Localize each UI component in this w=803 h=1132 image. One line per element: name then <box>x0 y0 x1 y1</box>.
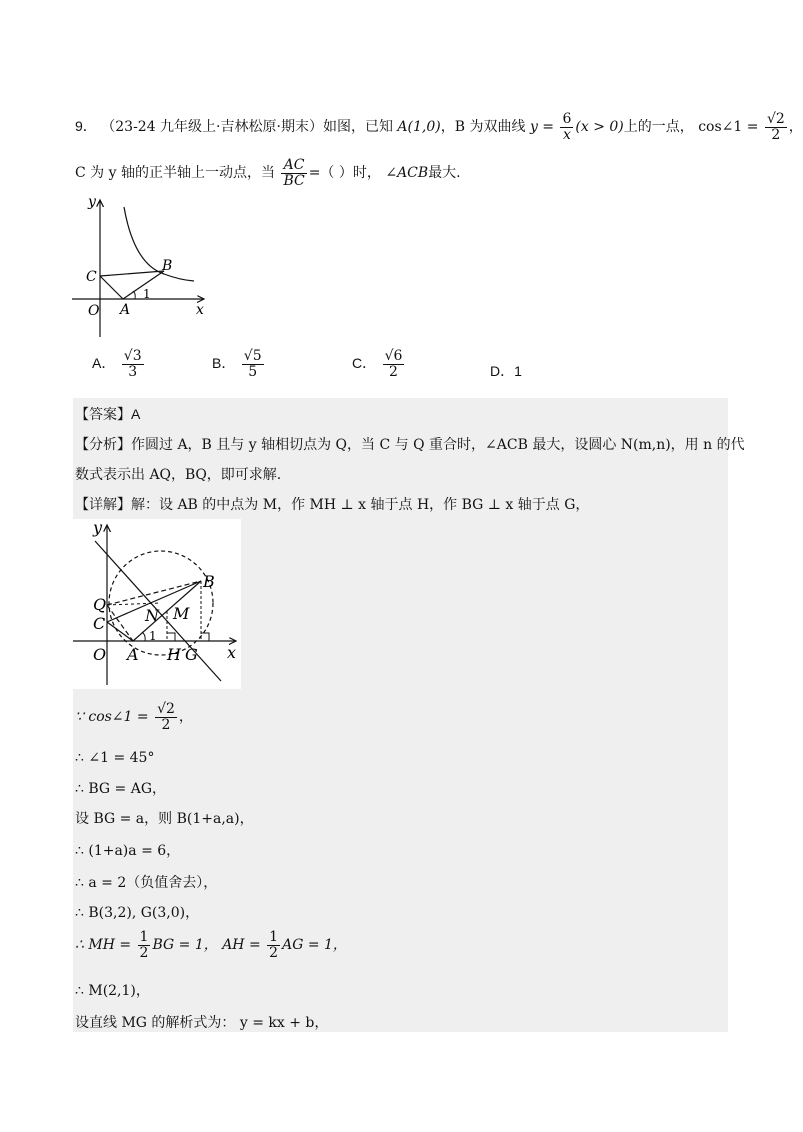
segment-ca <box>100 276 123 299</box>
step-fraction <box>267 930 280 960</box>
label-n: N <box>145 606 159 625</box>
analysis-tag: 【分析】 <box>75 437 131 453</box>
question-source: （23-24 九年级上·吉林松原·期末） <box>101 119 323 136</box>
answer-tag: 【答案】 <box>75 407 131 423</box>
label-q: Q <box>93 595 107 614</box>
question-text: ，B 为双曲线 <box>440 119 526 136</box>
label-a: A <box>120 302 131 318</box>
frac-den: 2 <box>771 126 781 143</box>
step-9: ∴ M(2,1)， <box>75 983 150 999</box>
curve-fraction <box>560 112 573 142</box>
question-text: 如图，已知 <box>322 119 393 136</box>
curve-domain: (x > 0) <box>575 119 624 136</box>
question-text: ， <box>788 119 803 136</box>
option-letter: A． <box>92 355 116 372</box>
step-text: AG = 1， <box>282 937 347 954</box>
option-d[interactable] <box>490 361 522 381</box>
detail-text: 解：设 AB 的中点为 M，作 MH ⊥ x 轴于点 H，作 BG ⊥ x 轴于点 G， <box>131 497 590 513</box>
label-x: x <box>196 302 204 318</box>
segment-cb <box>100 271 164 276</box>
frac-num: 1 <box>269 929 279 945</box>
option-fraction <box>122 349 144 379</box>
frac-den: 3 <box>128 363 138 380</box>
label-o: O <box>93 645 107 664</box>
option-letter: D． <box>490 363 515 379</box>
frac-num: √2 <box>157 701 175 717</box>
label-b: B <box>162 258 173 274</box>
frac-num: 6 <box>562 111 572 127</box>
option-c[interactable] <box>352 349 406 379</box>
option-fraction <box>242 349 264 379</box>
frac-den: 2 <box>139 944 149 961</box>
figure-1 <box>72 192 222 342</box>
label-m: M <box>173 604 190 623</box>
option-fraction <box>383 349 405 379</box>
step-fraction <box>138 930 151 960</box>
point-a-coord: A(1,0) <box>397 119 441 136</box>
detail-line-1 <box>75 494 589 514</box>
question-text: =（ ）时， <box>308 165 381 182</box>
hyperbola-curve <box>124 207 194 281</box>
step-text: ∵ cos∠1 = <box>75 709 149 726</box>
frac-num: √3 <box>123 348 142 364</box>
answer-line <box>75 404 140 424</box>
right-angle-g <box>201 633 209 641</box>
question-text: 上的一点， <box>623 119 694 136</box>
frac-num: √2 <box>766 111 785 127</box>
option-b[interactable] <box>212 349 266 379</box>
label-angle-1: 1 <box>149 629 157 643</box>
label-y: y <box>88 194 96 210</box>
figure-2 <box>73 519 241 689</box>
label-h: H <box>167 645 181 664</box>
label-angle-1: 1 <box>143 287 151 301</box>
step-text: BG = 1， AH = <box>152 937 261 954</box>
step-8 <box>75 930 347 960</box>
question-line-2 <box>75 158 461 188</box>
option-value: 1 <box>514 363 522 379</box>
frac-num: AC <box>281 158 306 174</box>
detail-tag: 【详解】 <box>75 497 131 513</box>
step-text: ， <box>178 709 193 726</box>
option-letter: B． <box>212 355 236 372</box>
analysis-line-2 <box>75 464 281 484</box>
step-4: 设 BG = a，则 B(1+a,a)， <box>75 811 254 827</box>
segment-ca <box>107 622 133 641</box>
step-7: ∴ B(3,2), G(3,0)， <box>75 905 200 921</box>
step-3: ∴ BG = AG， <box>75 781 167 797</box>
label-x: x <box>227 643 237 662</box>
step-6: ∴ a = 2（负值舍去）， <box>75 875 218 891</box>
cos-fraction <box>765 112 787 142</box>
frac-den: x <box>562 126 571 143</box>
cos-lhs: cos∠1 = <box>698 119 759 136</box>
question-text: C 为 y 轴的正半轴上一动点，当 <box>75 165 275 182</box>
frac-den: 2 <box>161 716 171 733</box>
label-y: y <box>93 518 103 537</box>
step-fraction <box>155 702 177 732</box>
question-text: 最大. <box>428 165 461 182</box>
label-c: C <box>86 269 97 285</box>
frac-den: 5 <box>248 363 258 380</box>
label-a: A <box>127 645 139 664</box>
ratio-fraction <box>281 158 306 188</box>
curve-lhs: y = <box>529 119 555 136</box>
step-text: ∴ MH = <box>75 937 132 954</box>
angle-acb: ∠ACB <box>385 165 429 182</box>
step-5: ∴ (1+a)a = 6， <box>75 843 181 859</box>
label-o: O <box>88 303 100 319</box>
frac-den: BC <box>283 172 305 189</box>
question-number: 9． <box>75 118 97 135</box>
step-1 <box>75 702 193 732</box>
frac-den: 2 <box>269 944 279 961</box>
frac-num: √6 <box>384 348 403 364</box>
step-10: 设直线 MG 的解析式为： y = kx + b， <box>75 1015 329 1031</box>
option-a[interactable] <box>92 349 146 379</box>
label-g: G <box>185 645 198 664</box>
analysis-line-1 <box>75 434 745 454</box>
frac-num: 1 <box>139 929 149 945</box>
label-b: B <box>203 572 215 591</box>
question-line-1 <box>75 112 803 142</box>
frac-den: 2 <box>389 363 398 380</box>
label-c: C <box>93 614 106 633</box>
analysis-text: 数式表示出 AQ，BQ，即可求解. <box>75 467 282 483</box>
analysis-text: 作圆过 A，B 且与 y 轴相切点为 Q，当 C 与 Q 重合时，∠ACB 最大，设圆心 N(m,n)，用 n 的代 <box>131 437 745 453</box>
right-angle-h <box>167 633 175 641</box>
frac-num: √5 <box>243 348 262 364</box>
step-2: ∴ ∠1 = 45° <box>75 750 155 766</box>
answer-value: A <box>131 406 141 422</box>
option-letter: C． <box>352 355 377 372</box>
